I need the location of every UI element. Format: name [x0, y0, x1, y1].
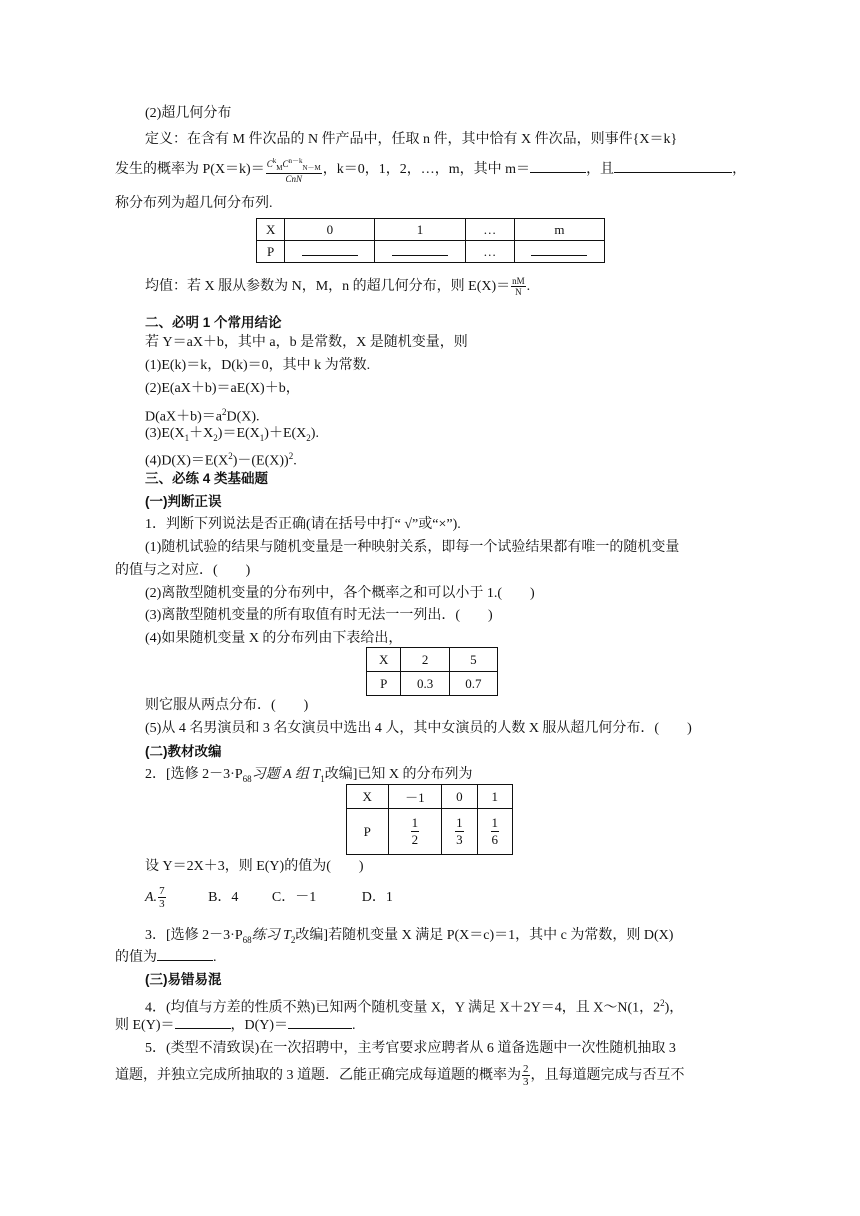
question-1-item-3: (3)离散型随机变量的所有取值有时无法一一列出．( ): [145, 608, 493, 623]
table-cell: P: [347, 809, 389, 855]
fraction-denominator: 3: [523, 1076, 529, 1089]
table-cell: …: [465, 219, 514, 241]
subheading-true-false: (一)判断正误: [145, 494, 222, 509]
definition-text-b: ，k＝0，1，2，…，m，其中 m＝: [322, 162, 531, 177]
conclusion-item-1: (1)E(k)＝k，D(k)＝0，其中 k 为常数.: [145, 358, 371, 373]
text: D(aX＋b)＝a: [145, 409, 222, 425]
table-cell: 0.3: [401, 672, 449, 696]
table-cell: 0: [442, 785, 477, 809]
question-2-stem: 设 Y＝2X＋3，则 E(Y)的值为( ): [145, 859, 364, 874]
fraction-numerator: 1: [411, 815, 419, 830]
question-1: 1．判断下列说法是否正确(请在括号中打“ √”或“×”).: [145, 517, 461, 532]
table-cell: X: [367, 648, 401, 672]
text: D(X).: [226, 409, 260, 425]
table-blank-cell[interactable]: [285, 241, 375, 263]
answer-blank[interactable]: [157, 959, 213, 961]
formula-numerator: C: [266, 158, 273, 169]
mean-text: 均值：若 X 服从参数为 N，M，n 的超几何分布，则 E(X)＝: [145, 279, 511, 294]
table-cell: 1: [477, 785, 512, 809]
question-2-options: [145, 884, 393, 912]
fraction-denominator: 6: [491, 832, 499, 847]
table-cell: 2: [401, 648, 449, 672]
blank-m[interactable]: [530, 171, 586, 173]
text: 练习 T: [251, 928, 291, 943]
mean-end: .: [526, 279, 531, 294]
definition-text-d: ，: [732, 162, 747, 177]
text: .: [213, 950, 217, 965]
option-a-denominator: 3: [159, 898, 165, 911]
answer-blank[interactable]: [175, 1027, 231, 1029]
text: (3)E(X: [145, 426, 185, 441]
fraction-denominator: 3: [456, 832, 463, 847]
definition-line-1: 定义：在含有 M 件次品的 N 件产品中，任取 n 件，其中恰有 X 件次品，则事件{X＝k}: [145, 132, 678, 147]
subheading-textbook: (二)教材改编: [145, 744, 222, 759]
text: )＝E(X: [217, 426, 260, 441]
table-cell: P: [367, 672, 401, 696]
text: (4)D(X)＝E(X: [145, 453, 229, 469]
question-1-item-1a: (1)随机试验的结果与随机变量是一种映射关系，即每一个试验结果都有唯一的随机变量: [145, 540, 680, 555]
table-cell: 0.7: [449, 672, 497, 696]
question-4: 4．(均值与方差的性质不熟)已知两个随机变量 X，Y 满足 X＋2Y＝4，且 X～N(1，$2^2$)，: [145, 998, 684, 1016]
table-cell: X: [347, 785, 389, 809]
distribution-table: [346, 784, 513, 855]
question-1-item-4b: 则它服从两点分布．( ): [145, 698, 309, 713]
text: 道题，并独立完成所抽取的 3 道题．乙能正确完成每道题的概率为: [115, 1068, 521, 1083]
text: 的值为: [115, 950, 157, 965]
text: ).: [310, 426, 319, 441]
table-blank-cell[interactable]: [375, 241, 465, 263]
conclusion-item-2b: $D(aX+b)=a^2D(X)$.: [145, 407, 260, 425]
option-a-numerator: 7: [159, 885, 165, 898]
table-cell: 1: [375, 219, 465, 241]
text: 习题 A 组 T: [251, 767, 321, 782]
fraction-numerator: 2: [523, 1063, 529, 1076]
question-2: 2．[选修 $2-3\cdot P_{68}$习题 A 组 $T_1$改编]已知 X 的分布列为: [145, 767, 473, 784]
mean-fraction: [511, 276, 526, 297]
formula-denominator: CnN: [285, 173, 303, 184]
question-1-item-1b: 的值与之对应．( ): [115, 563, 251, 578]
text: 则 E(Y)＝: [115, 1018, 175, 1033]
text: .: [352, 1018, 356, 1033]
question-5-line-2: [115, 1060, 685, 1092]
two-point-table: [366, 647, 498, 696]
mean-denominator: N: [515, 287, 522, 298]
hypergeometric-table: [256, 218, 605, 263]
text: )，: [664, 1000, 684, 1016]
question-1-item-5: (5)从 4 名男演员和 3 名女演员中选出 4 人，其中女演员的人数 X 服从超几何分布．( ): [145, 721, 692, 736]
conclusion-item-2: (2)E(aX＋b)＝aE(X)＋b，: [145, 381, 300, 396]
fraction-numerator: 1: [456, 815, 463, 830]
text: )＋E(X: [264, 426, 307, 441]
section-heading-hypergeometric: (2)超几何分布: [145, 106, 232, 121]
table-cell: 0: [285, 219, 375, 241]
table-cell: 5: [449, 648, 497, 672]
question-5: 5．(类型不清致误)在一次招聘中，主考官要求应聘者从 6 道备选题中一次性随机抽取 3: [145, 1041, 676, 1056]
text: 3．[选修 2－3·P: [145, 928, 243, 943]
option-b[interactable]: B．4: [208, 890, 239, 905]
option-c[interactable]: C．－1: [271, 890, 317, 905]
text: 改编]已知 X 的分布列为: [324, 767, 473, 782]
subheading-easy-mistakes: (三)易错易混: [145, 972, 222, 987]
question-1-item-4: (4)如果随机变量 X 的分布列由下表给出，: [145, 631, 403, 646]
blank-condition[interactable]: [614, 171, 732, 173]
fraction-denominator: 2: [411, 832, 419, 847]
conclusion-item-3: $(3)E(X_1+X_2)=E(X_1)+E(X_2)$.: [145, 426, 319, 443]
text: 4．(均值与方差的性质不熟)已知两个随机变量 X，Y 满足 X＋2Y＝4，且 X～N(1，2: [145, 1000, 661, 1016]
definition-text-c: ，且: [586, 162, 615, 177]
mean-line: [145, 274, 530, 300]
text: ＋X: [189, 426, 214, 441]
conclusion-item-4: $(4)D(X)=E(X^2)-(E(X))^2$.: [145, 451, 297, 469]
text: 改编]若随机变量 X 满足 P(X＝c)＝1，其中 c 为常数，则 D(X): [295, 928, 674, 943]
answer-blank[interactable]: [288, 1027, 352, 1029]
question-1-item-2: (2)离散型随机变量的分布列中，各个概率之和可以小于 1.( ): [145, 586, 535, 601]
question-3-line-2: [115, 948, 217, 968]
fraction-numerator: 1: [491, 815, 499, 830]
table-cell: －1: [388, 785, 442, 809]
definition-line-3: 称分布列为超几何分布列.: [115, 196, 273, 211]
table-fraction-cell: [477, 809, 512, 855]
section-heading-conclusion: 二、必明 1 个常用结论: [145, 315, 282, 330]
definition-text-a: 发生的概率为 P(X＝k)＝: [115, 162, 265, 177]
definition-line-2: [115, 155, 746, 185]
option-d[interactable]: D．1: [361, 890, 393, 905]
table-cell: m: [514, 219, 604, 241]
question-3: 3．[选修 $2-3\cdot P_{68}$练习 $T_2$改编]若随机变量 X 满足 P(X＝c)＝1，其中 c 为常数，则 D(X): [145, 928, 674, 945]
mean-numerator: nM: [512, 276, 525, 287]
section-heading-exercises: 三、必练 4 类基础题: [145, 471, 269, 486]
table-cell: X: [257, 219, 285, 241]
table-blank-cell[interactable]: [514, 241, 604, 263]
option-a[interactable]: [145, 885, 167, 911]
text: 2．[选修 2－3·P: [145, 767, 243, 782]
question-4-line-2: [115, 1016, 356, 1036]
table-fraction-cell: [388, 809, 442, 855]
table-fraction-cell: [442, 809, 477, 855]
conclusion-intro: 若 Y＝aX＋b，其中 a，b 是常数，X 是随机变量，则: [145, 335, 468, 350]
text: )－(E(X)): [232, 453, 289, 469]
text: ，且每道题完成与否互不: [530, 1068, 685, 1083]
table-cell: P: [257, 241, 285, 263]
hypergeometric-formula-fraction: $\frac{C^k_MC^{n-k}_{N-M}}{\text{CnN}}$: [266, 156, 321, 184]
table-cell: …: [465, 241, 514, 263]
option-a-label: A.: [145, 890, 158, 905]
text: ，D(Y)＝: [230, 1018, 289, 1033]
text: .: [293, 453, 297, 469]
